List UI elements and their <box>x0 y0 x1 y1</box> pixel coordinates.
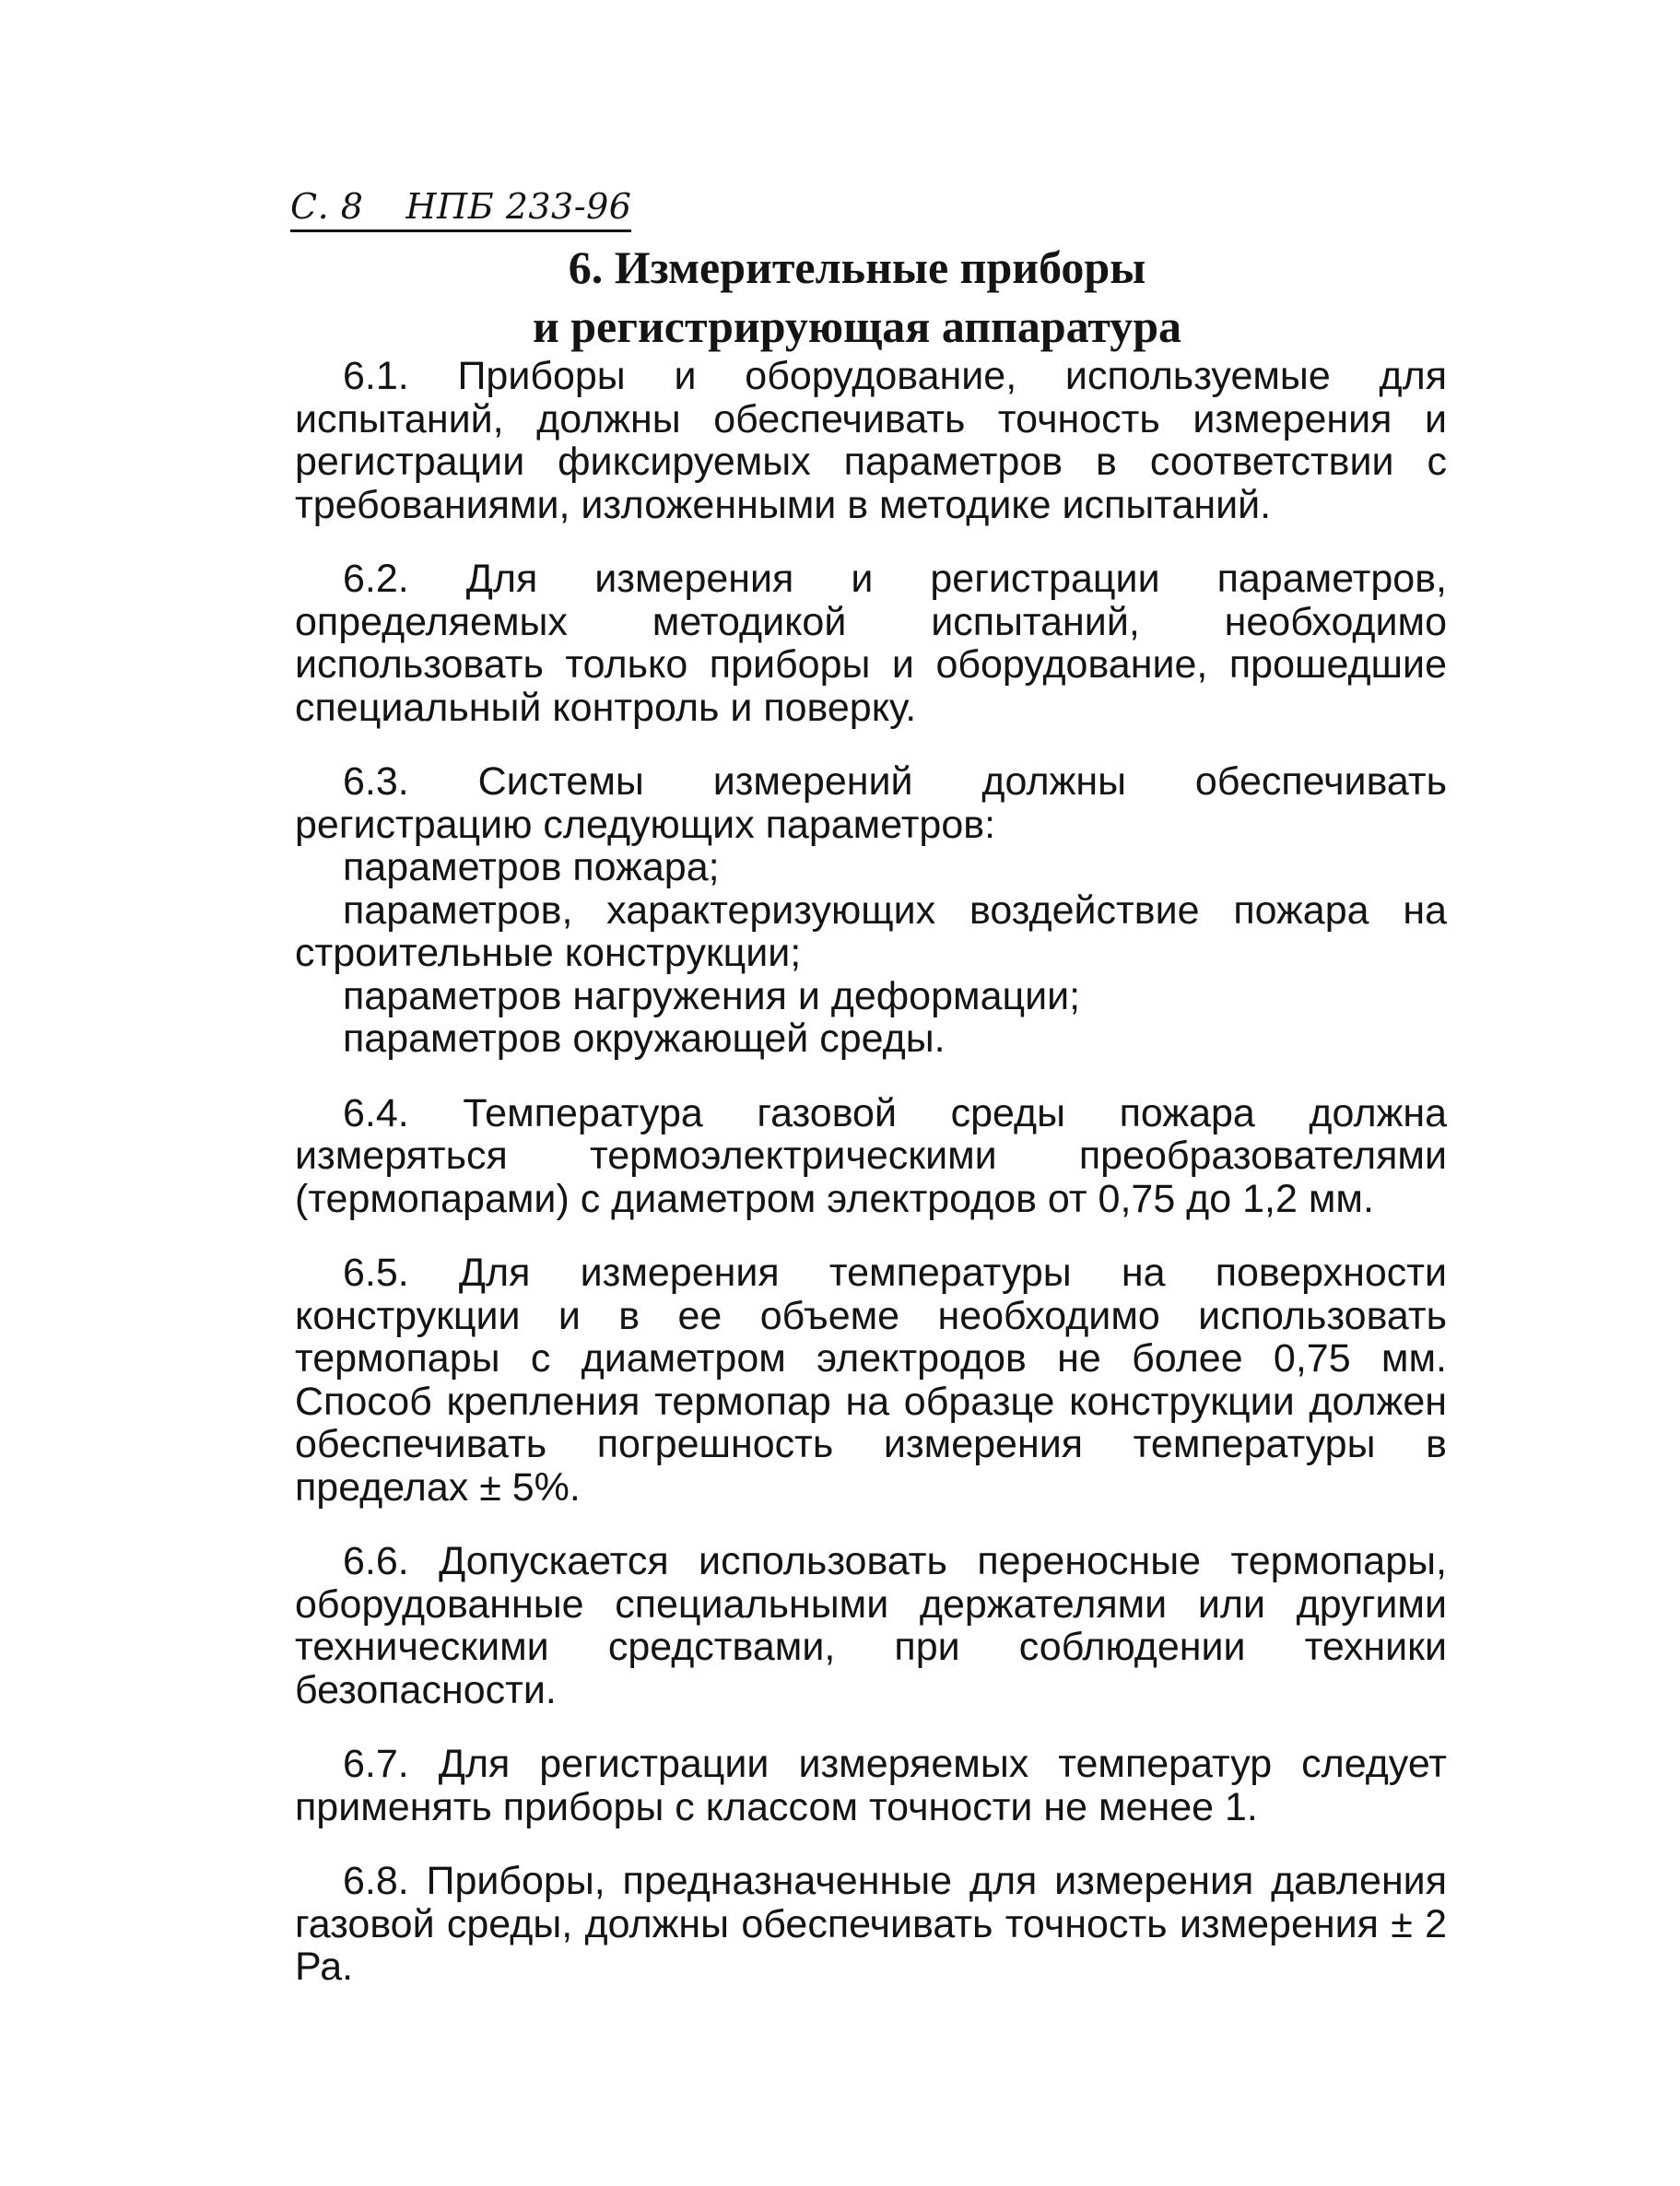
document-code: НПБ 233-96 <box>405 186 632 227</box>
list-item: параметров нагружения и деформации; <box>343 973 1081 1018</box>
section-title <box>276 238 1438 356</box>
paragraph-6-5: 6.5. Для измерения температуры на поверхности конструкции и в ее объеме необходимо использовать термопары с диаметром электродов не более 0,75 мм. Способ крепления термопар на образце конструкции должен обеспечивать погрешность измерения температуры в пределах ± 5%. <box>295 1251 1447 1510</box>
paragraph-6-3-intro: 6.3. Системы измерений должны обеспечивать регистрацию следующих параметров: <box>295 759 1447 847</box>
paragraph-6-7: 6.7. Для регистрации измеряемых температур следует применять приборы с классом точности не менее 1. <box>295 1742 1447 1829</box>
paragraph-6-2: 6.2. Для измерения и регистрации параметров, определяемых методикой испытаний, необходимо использовать только приборы и оборудование, прошедшие специальный контроль и поверку. <box>295 557 1447 730</box>
list-item: параметров, характеризующих воздействие пожара на строительные конструкции; <box>295 887 1447 975</box>
section-body <box>295 355 1447 2020</box>
page-number: С. 8 <box>290 186 364 227</box>
section-title-line-1: 6. Измерительные приборы <box>568 241 1146 293</box>
paragraph-6-8: 6.8. Приборы, предназначенные для измерения давления газовой среды, должны обеспечивать точность измерения ± 2 Ра. <box>295 1859 1447 1989</box>
list-item: параметров пожара; <box>343 845 720 889</box>
section-title-line-2: и регистрирующая аппаратура <box>532 300 1182 352</box>
list-item: параметров окружающей среды. <box>343 1017 946 1061</box>
paragraph-6-4: 6.4. Температура газовой среды пожара должна измеряться термоэлектрическими преобразователями (термопарами) с диаметром электродов от 0,75 до 1,2 мм. <box>295 1090 1447 1221</box>
running-header <box>290 186 632 232</box>
paragraph-6-1: 6.1. Приборы и оборудование, используемые для испытаний, должны обеспечивать точность измерения и регистрации фиксируемых параметров в соответствии с требованиями, изложенными в методике испытаний. <box>295 354 1447 527</box>
paragraph-6-3 <box>295 760 1447 1061</box>
paragraph-6-6: 6.6. Допускается использовать переносные термопары, оборудованные специальными держателями или другими техническими средствами, при соблюдении техники безопасности. <box>295 1539 1447 1712</box>
